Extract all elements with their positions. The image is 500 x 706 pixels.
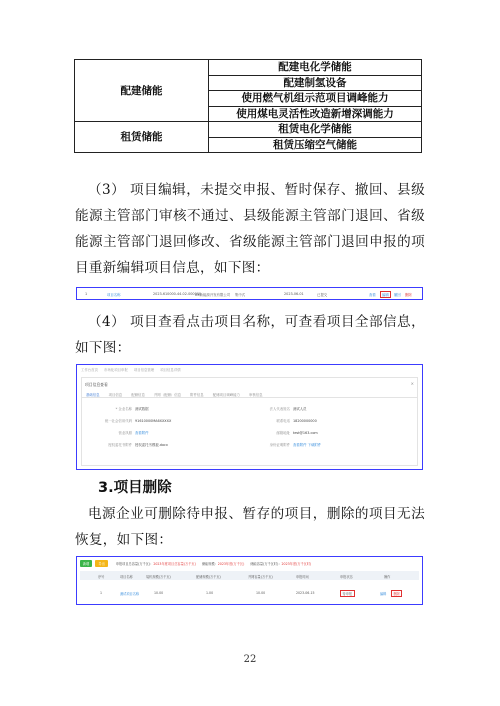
column-header: 操作: [384, 575, 391, 579]
paragraph-project-view: （4） 项目查看点击项目名称，可查看项目全部信息，如下图：: [75, 314, 425, 356]
view-link[interactable]: 查看: [369, 293, 376, 297]
add-button[interactable]: 新增: [80, 560, 92, 567]
screenshot-project-delete-table: [76, 556, 423, 605]
column-header: 申报时间: [296, 575, 309, 579]
submit-date: 2023-06-01: [284, 292, 304, 296]
detail-panel: [81, 377, 418, 466]
field-authorization: 授权委托书附件 授权委托书模板.docx: [108, 443, 168, 447]
table-category-cell: 租赁储能: [75, 122, 209, 153]
edit-link-highlighted[interactable]: 编辑: [382, 293, 389, 297]
project-code: 2023-610000-44-02-000000: [153, 292, 202, 296]
storage-category-table: [74, 59, 422, 153]
tab-divider: [82, 397, 417, 398]
table-row: [75, 60, 422, 76]
tab-project-info[interactable]: 项目信息: [108, 393, 123, 397]
column-header: 装机规模(万千瓦): [146, 575, 171, 579]
field-legal-rep: 法人代表姓名 测试人员: [269, 407, 307, 411]
column-header: 并网容量(万千瓦): [248, 575, 273, 579]
paragraph-project-edit: （3） 项目编辑，未提交申报、暂时保存、撤回、县级能源主管部门审核不通过、县级能源主管部门退回、省级能源主管部门退回修改、省级能源主管部门退回申报的项目重新编辑项目信息，如下图：: [75, 182, 425, 276]
delete-link-highlighted[interactable]: 删除: [391, 590, 402, 597]
company-name: XX新能源开发有限公司: [195, 293, 231, 297]
project-type: 集中式: [235, 293, 246, 297]
declare-time: 2023-06-15: [296, 591, 315, 595]
field-business-license: 营业执照 查看附件: [118, 431, 149, 435]
table-header: [80, 571, 419, 580]
screenshot-project-list-row: [76, 287, 423, 300]
table-item-cell: 配建制氢设备: [209, 75, 422, 91]
breadcrumb: [81, 367, 186, 372]
tab-storage-info[interactable]: 配储信息: [131, 393, 145, 397]
breadcrumb-item[interactable]: 市场化项目申报: [104, 368, 128, 372]
field-credit-code: 统一社会信用代码 91610000MA6XXXXX: [104, 419, 172, 423]
field-company-name: * 企业名称 测试数据: [115, 407, 149, 411]
table-row: [80, 588, 419, 597]
withdraw-link[interactable]: 撤回: [394, 293, 401, 297]
table-item-cell: 使用煤电灵活性改造新增深调能力: [209, 106, 422, 122]
row-index: 1: [85, 292, 88, 296]
storage-scale: 1.00: [206, 591, 214, 595]
table-row: [75, 122, 422, 138]
project-name-link[interactable]: 测试项目名称: [120, 592, 140, 596]
column-header: 申报状态: [340, 575, 353, 579]
row-index: 1: [100, 591, 103, 595]
breadcrumb-item[interactable]: 项目信息管理: [133, 368, 155, 372]
toolbar: [80, 560, 419, 568]
tab-grid-info[interactable]: 并网（配储）信息: [153, 393, 182, 397]
screenshot-project-detail: [76, 364, 423, 470]
installed-capacity: 10.00: [154, 591, 164, 595]
close-icon[interactable]: ×: [410, 381, 414, 386]
field-id-proof: 身份证明附件 查看附件 下载附件: [269, 443, 322, 447]
field-email: 邮箱地址 test@163.com: [276, 431, 318, 435]
stat-storage-scale: 储能规模：2023年度(万千瓦): [201, 562, 245, 566]
tab-peak-capacity[interactable]: 配储项目调峰能力: [212, 393, 240, 397]
field-phone: 联系电话 18200000000: [276, 419, 317, 423]
tab-basic-info[interactable]: 基础信息: [86, 393, 100, 397]
stat-total-capacity: 申报项目总容量(万千瓦)：2023年度项目总容量(万千瓦): [115, 562, 196, 566]
status-badge: 待申报: [340, 590, 355, 597]
export-button[interactable]: 导出: [95, 560, 107, 567]
column-header: 配储规模(万千瓦): [196, 575, 221, 579]
edit-link[interactable]: 编辑: [380, 592, 387, 596]
stat-storage-capacity: 储能容量(万千瓦时)：2023年度(万千瓦时): [250, 562, 312, 566]
grid-capacity: 10.00: [256, 591, 266, 595]
table-item-cell: 租赁电化学储能: [209, 122, 422, 138]
table-item-cell: 使用燃气机组示范项目调峰能力: [209, 91, 422, 107]
table-item-cell: 租赁压缩空气储能: [209, 137, 422, 153]
tab-attachments[interactable]: 附件信息: [190, 393, 204, 397]
breadcrumb-item[interactable]: 工作台首页: [81, 368, 98, 372]
table-category-cell: 配建储能: [75, 60, 209, 122]
column-header: 项目名称: [120, 575, 133, 579]
panel-title: 项目信息查看: [85, 382, 108, 387]
breadcrumb-item: 项目信息详情: [160, 368, 181, 372]
paragraph-project-delete: 电源企业可删除待申报、暂存的项目，删除的项目无法恢复，如下图：: [75, 506, 425, 548]
section-heading: 3.项目删除: [98, 480, 172, 496]
column-header: 序号: [98, 575, 105, 579]
delete-link[interactable]: 删除: [405, 293, 412, 297]
project-status: 已提交: [317, 293, 328, 297]
tab-review-info[interactable]: 审核信息: [248, 393, 263, 397]
table-item-cell: 配建电化学储能: [209, 60, 422, 76]
page-number: 22: [243, 654, 257, 665]
project-name-link[interactable]: 项目名称: [107, 293, 121, 297]
